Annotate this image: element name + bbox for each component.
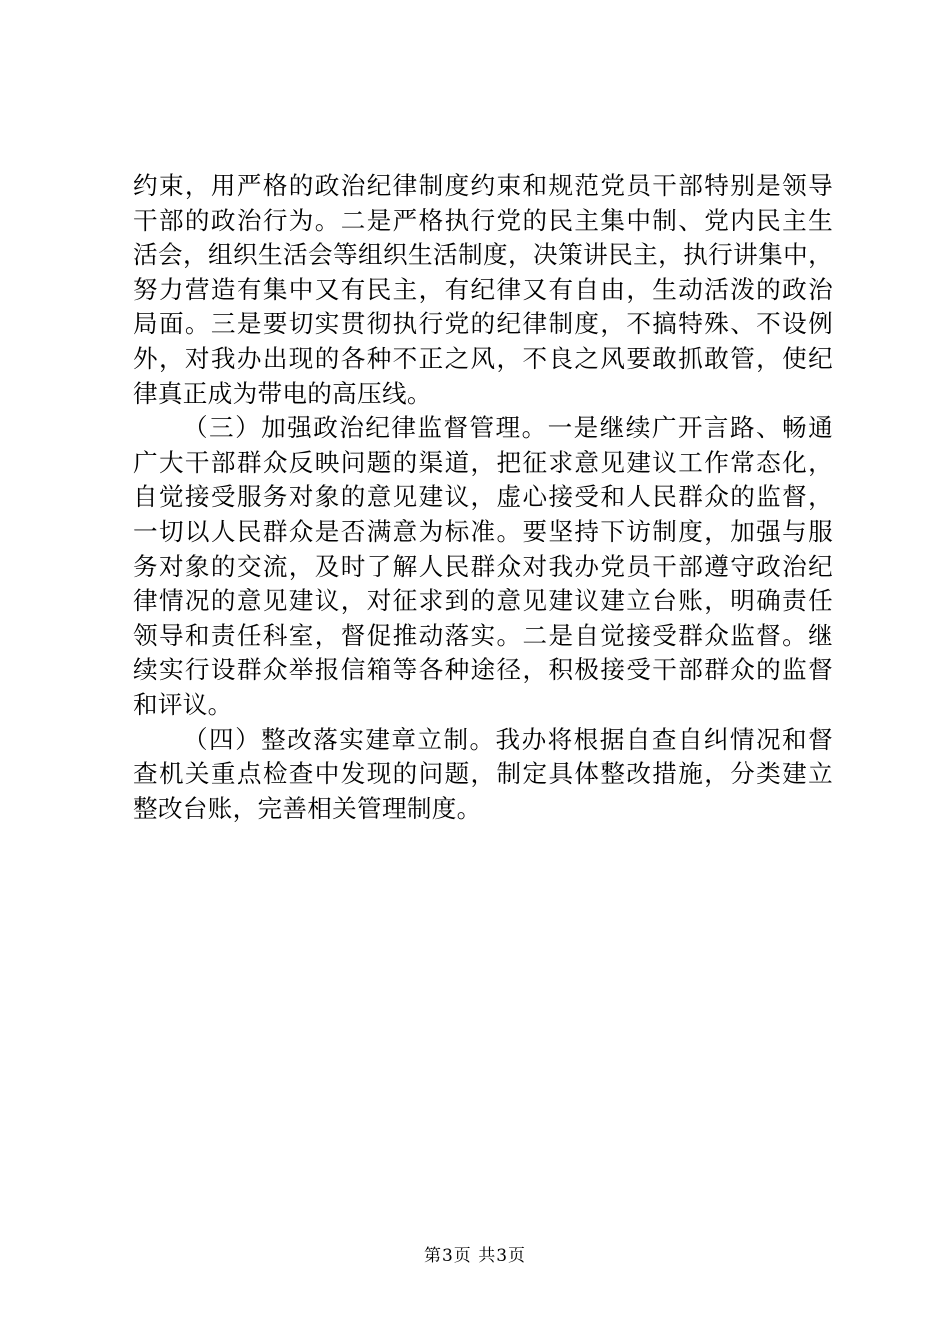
text-line: 律真正成为带电的高压线。 bbox=[133, 378, 432, 408]
text-line: 整改台账，完善相关管理制度。 bbox=[133, 793, 482, 823]
text-line: 广大干部群众反映问题的渠道，把征求意见建议工作常态化， bbox=[133, 447, 833, 477]
text-line: 务对象的交流，及时了解人民群众对我办党员干部遵守政治纪 bbox=[133, 551, 833, 581]
text-line: 干部的政治行为。二是严格执行党的民主集中制、党内民主生 bbox=[133, 205, 833, 235]
text-line: 外，对我办出现的各种不正之风，不良之风要敢抓敢管，使纪 bbox=[133, 343, 833, 373]
text-line: 局面。三是要切实贯彻执行党的纪律制度，不搞特殊、不设例 bbox=[133, 309, 833, 339]
paragraph-heading-line: （三）加强政治纪律监督管理。一是继续广开言路、畅通 bbox=[183, 413, 833, 443]
text-line: 自觉接受服务对象的意见建议，虚心接受和人民群众的监督， bbox=[133, 482, 833, 512]
text-line: 约束，用严格的政治纪律制度约束和规范党员干部特别是领导 bbox=[133, 171, 833, 200]
text-line: 一切以人民群众是否满意为标准。要坚持下访制度，加强与服 bbox=[133, 516, 833, 546]
paragraph-heading-line: （四）整改落实建章立制。我办将根据自查自纠情况和督 bbox=[183, 724, 833, 754]
page-number-footer: 第3页 共3页 bbox=[423, 1246, 527, 1266]
text-line: 查机关重点检查中发现的问题，制定具体整改措施，分类建立 bbox=[133, 759, 833, 789]
document-body bbox=[133, 169, 833, 826]
text-line: 活会，组织生活会等组织生活制度，决策讲民主，执行讲集中， bbox=[133, 240, 833, 270]
text-line: 努力营造有集中又有民主，有纪律又有自由，生动活泼的政治 bbox=[133, 274, 833, 304]
text-line: 领导和责任科室，督促推动落实。二是自觉接受群众监督。继 bbox=[133, 620, 833, 650]
text-line: 和评议。 bbox=[133, 689, 233, 719]
text-line: 律情况的意见建议，对征求到的意见建议建立台账，明确责任 bbox=[133, 586, 833, 616]
text-line: 续实行设群众举报信箱等各种途径，积极接受干部群众的监督 bbox=[133, 655, 833, 685]
